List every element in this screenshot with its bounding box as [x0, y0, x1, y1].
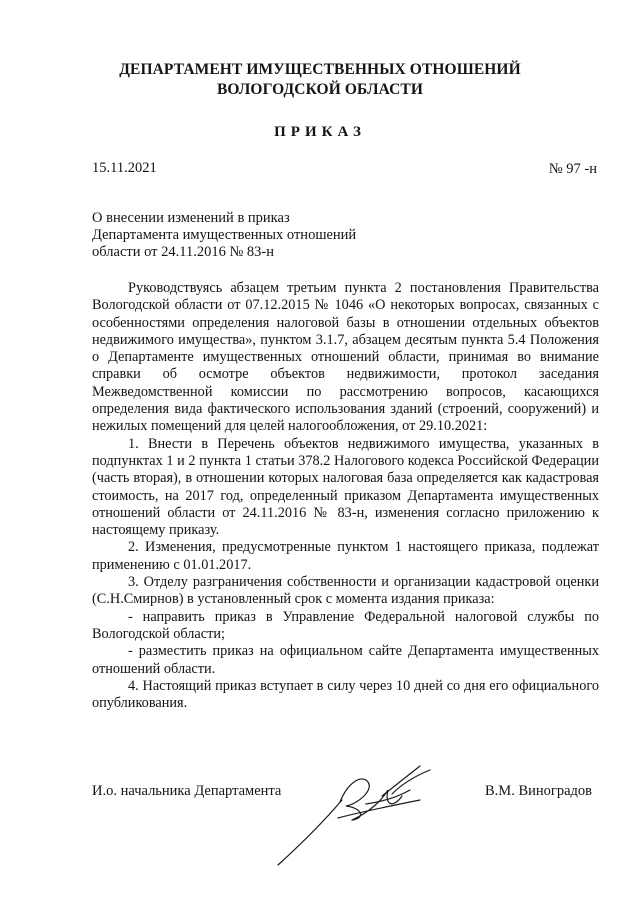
clause-1-paragraph: 1. Внести в Перечень объектов недвижимого имущества, указанных в подпунктах 1 и 2 пункта 1 статьи 378.2 Налогового кодекса Российской Федерации (часть вторая), в отношении которых налоговая база определяется как кадастровая стоимость, на 2017 год, определенный приказом Департамента имущественных отношений области от 24.11.2016 № 83-н, изменения согласно приложению к настоящему приказу.: [92, 435, 599, 539]
order-number: № 97 -н: [548, 161, 597, 177]
order-date: 15.11.2021: [92, 160, 157, 176]
clause-4-paragraph: 4. Настоящий приказ вступает в силу через 10 дней со дня его официального опубликования.: [92, 677, 599, 712]
header-line-1: ДЕПАРТАМЕНТ ИМУЩЕСТВЕННЫХ ОТНОШЕНИЙ: [119, 61, 521, 78]
header-line-2: ВОЛОГОДСКОЙ ОБЛАСТИ: [216, 81, 424, 98]
clause-3-item-1: - направить приказ в Управление Федеральной налоговой службы по Вологодской области;: [92, 608, 599, 642]
department-header: [0, 60, 640, 100]
signatory-position: И.о. начальника Департамента: [92, 783, 282, 799]
subject-line-3: области от 24.11.2016 № 83-н: [92, 244, 275, 260]
order-title: ПРИКАЗ: [274, 124, 366, 140]
handwritten-signature: [270, 760, 450, 870]
clause-3-item-2: - разместить приказ на официальном сайте Департамента имущественных отношений области.: [92, 643, 599, 677]
preamble-paragraph: Руководствуясь абзацем третьим пункта 2 постановления Правительства Вологодской области от 07.12.2015 № 1046 «О некоторых вопросах, связанных с особенностями определения налоговой базы в отношении отдельных объектов недвижимого имущества», пунктом 3.1.7, абзацем десятым пункта 5.4 Положения о Департаменте имущественных отношений области, принимая во внимание справки об осмотре объектов недвижимости, протокол заседания Межведомственной комиссии по рассмотрению вопросов, касающихся определения вида фактического использования зданий (строений, сооружений) и нежилых помещений для целей налогообложения, от 29.10.2021:: [92, 280, 599, 435]
clause-2-paragraph: 2. Изменения, предусмотренные пунктом 1 настоящего приказа, подлежат применению с 01.01.2017.: [92, 539, 599, 573]
signatory-name: В.М. Виноградов: [485, 783, 592, 799]
order-body: [92, 280, 599, 712]
subject-line-2: Департамента имущественных отношений: [92, 227, 357, 243]
order-subject: [92, 210, 356, 261]
subject-line-1: О внесении изменений в приказ: [92, 210, 290, 226]
clause-3-paragraph: 3. Отделу разграничения собственности и организации кадастровой оценки (С.Н.Смирнов) в установленный срок с момента издания приказа:: [92, 574, 599, 608]
